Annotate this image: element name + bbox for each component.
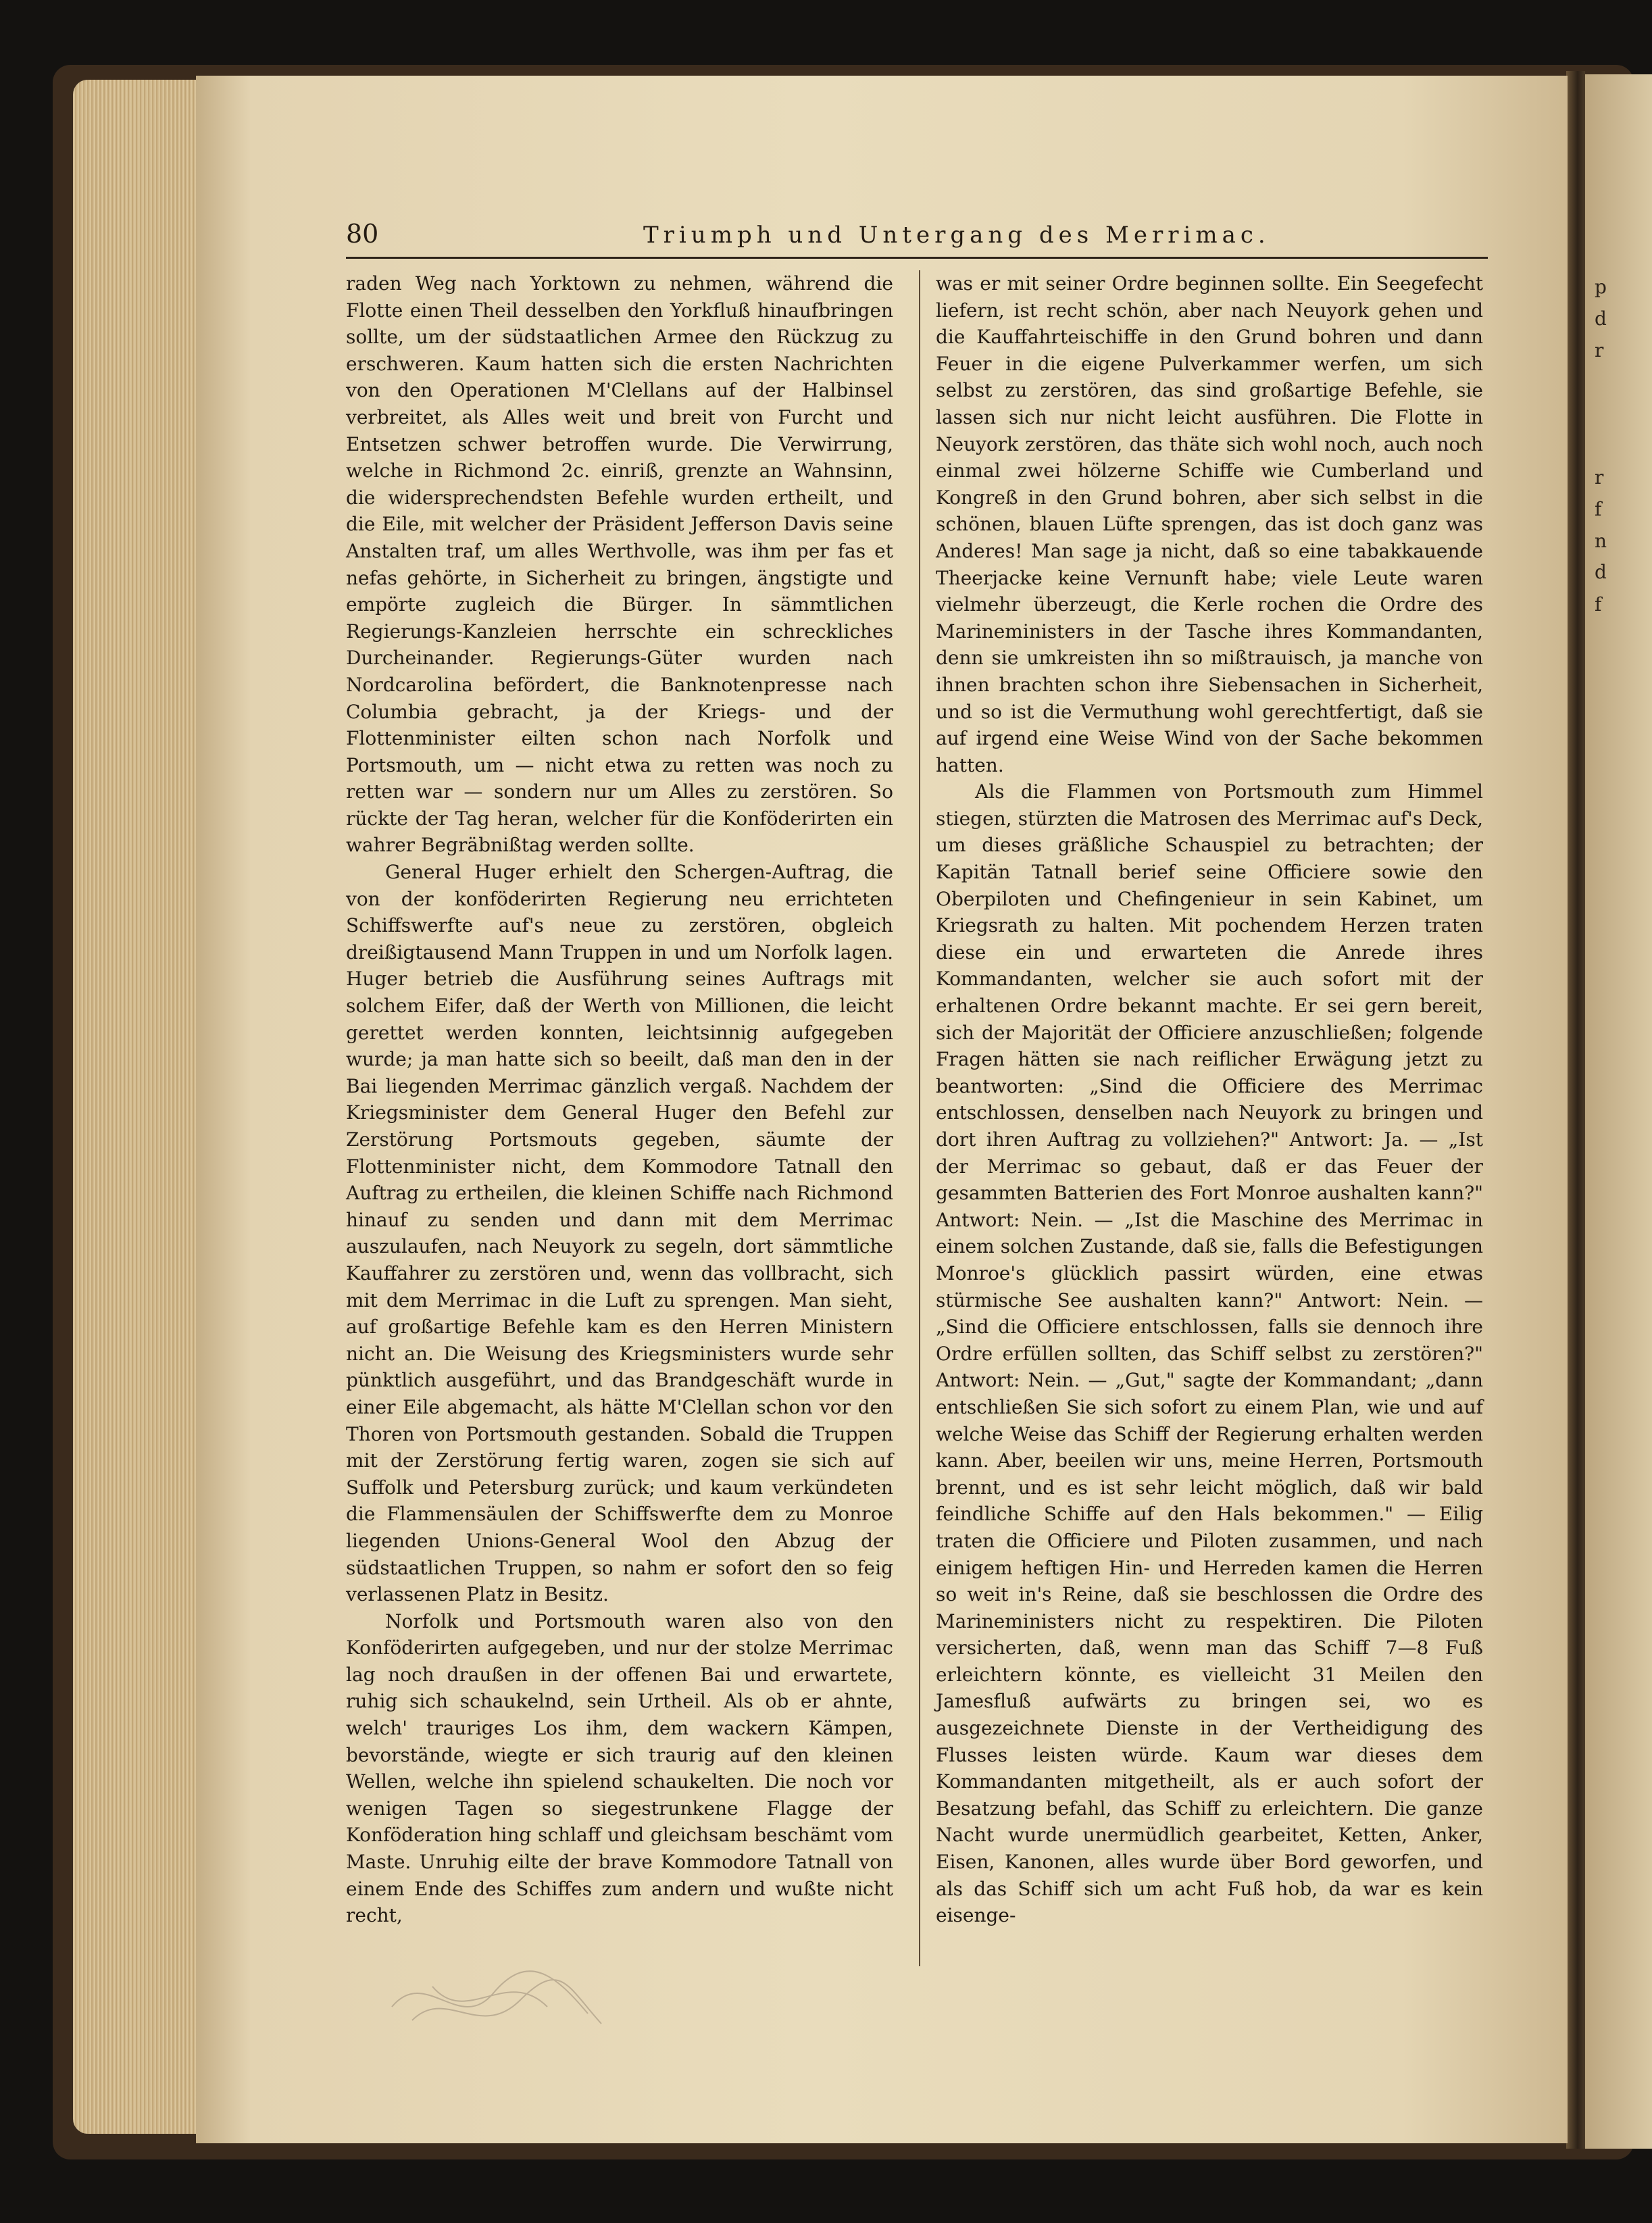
next-page-edge (1585, 74, 1652, 2149)
left-column (346, 270, 893, 1929)
right-column (936, 270, 1483, 1929)
next-page-fragment: f (1595, 498, 1602, 520)
next-page-fragment: p (1595, 276, 1607, 298)
page-header (346, 215, 1488, 259)
pencil-scribble (385, 1959, 608, 2041)
paragraph: Norfolk und Portsmouth waren also von den Konföderirten aufgegeben, und nur der stolze Merrimac lag noch draußen in der offenen Bai und erwartete, ruhig sich schaukelnd, sein Urtheil. Als ob er ahnte, welch' trauriges Los ihm, dem wackern Kämpen, bevorstände, wiegte er sich traurig auf den kleinen Wellen, welche ihn spielend schaukelten. Die noch vor wenigen Tagen so siegestrunkene Flagge der Konföderation hing schlaff und gleichsam beschämt vom Maste. Unruhig eilte der brave Kommodore Tatnall von einem Ende des Schiffes zum andern und wußte nicht recht, (346, 1609, 893, 1927)
page-number: 80 (346, 219, 379, 249)
paragraph: raden Weg nach Yorktown zu nehmen, während die Flotte einen Theil desselben den Yorkfluß hinaufbringen sollte, um der südstaatlichen Armee den Rückzug zu erschweren. Kaum hatten sich die ersten Nachrichten von den Operationen M'Clellans auf der Halbinsel verbreitet, als Alles weit und breit von Furcht und Entsetzen schwer betroffen wurde. Die Verwirrung, welche in Richmond 2c. einriß, grenzte an Wahnsinn, die widersprechendsten Befehle wurden ertheilt, und die Eile, mit welcher der Präsident Jefferson Davis seine Anstalten traf, um alles Werthvolle, was ihm per fas et nefas gehörte, in Sicherheit zu bringen, ängstigte und empörte zugleich die Bürger. In sämmtlichen Regierungs-Kanzleien herrschte ein schreckliches Durcheinander. Regierungs-Güter wurden nach Nordcarolina befördert, die Banknotenpresse nach Columbia gebracht, ja der Kriegs- und der Flottenminister eilten schon nach Norfolk und Portsmouth, um — nicht etwa zu retten was noch zu retten war — sondern nur um Alles zu zerstören. So rückte der Tag heran, welcher für die Konföderirten ein wahrer Begräbnißtag werden sollte. (346, 272, 893, 857)
next-page-fragment: r (1595, 466, 1604, 489)
paragraph: Als die Flammen von Portsmouth zum Himmel stiegen, stürzten die Matrosen des Merrimac auf's Deck, um dieses gräßliche Schauspiel zu betrachten; der Kapitän Tatnall berief seine Officiere sowie den Oberpiloten und Chefingenieur in sein Kabinet, um Kriegsrath zu halten. Mit pochendem Herzen traten diese ein und erwarteten die Anrede ihres Kommandanten, welcher sie auch sofort mit der erhaltenen Ordre bekannt machte. Er sei gern bereit, sich der Majorität der Officiere anzuschließen; folgende Fragen hätten sie nach reiflicher Erwägung jetzt zu beantworten: „Sind die Officiere des Merrimac entschlossen, denselben nach Neuyork zu bringen und dort ihren Auftrag zu vollziehen?" Antwort: Ja. — „Ist der Merrimac so gebaut, daß er das Feuer der gesammten Batterien des Fort Monroe aushalten kann?" Antwort: Nein. — „Ist die Maschine des Merrimac in einem solchen Zustande, daß sie, falls die Befestigungen Monroe's glücklich passirt würden, eine etwas stürmische See aushalten kann?" Antwort: Nein. — „Sind die Officiere entschlossen, falls sie dennoch ihre Ordre erfüllen sollten, das Schiff selbst zu zerstören?" Antwort: Nein. — „Gut," sagte der Kommandant; „dann entschließen Sie sich sofort zu einem Plan, wie und auf welche Weise das Schiff der Regierung erhalten werden kann. Aber, beeilen wir uns, meine Herren, Portsmouth brennt, und es ist sehr leicht möglich, daß wir bald feindliche Schiffe auf den Hals bekommen." — Eilig traten die Officiere und Piloten zusammen, und nach einigem heftigen Hin- und Herreden kamen die Herren so weit in's Reine, daß sie beschlossen die Ordre des Marineministers nicht zu respektiren. Die Piloten versicherten, daß, wenn man das Schiff 7—8 Fuß erleichtern könnte, es vielleicht 31 Meilen den Jamesfluß aufwärts zu bringen sei, wo es ausgezeichnete Dienste in der Vertheidigung des Flusses leisten würde. Kaum war dieses dem Kommandanten mitgetheilt, als er auch sofort der Besatzung befahl, das Schiff zu erleichtern. Die ganze Nacht wurde unermüdlich gearbeitet, Ketten, Anker, Eisen, Kanonen, alles wurde über Bord geworfen, und als das Schiff sich um acht Fuß hob, da war es kein eisenge- (936, 780, 1483, 1927)
running-title: Triumph und Untergang des Merrimac. (643, 222, 1270, 249)
next-page-fragment: f (1595, 593, 1602, 616)
page-edges (73, 80, 208, 2134)
paragraph: was er mit seiner Ordre beginnen sollte. Ein Seegefecht liefern, ist recht schön, aber nach Neuyork gehen und die Kauffahrteischiffe in den Grund bohren und dann Feuer in die eigene Pulverkammer werfen, um sich selbst zu zerstören, das sind großartige Befehle, sie lassen sich nur nicht leicht ausführen. Die Flotte in Neuyork zerstören, das thäte sich wohl noch, auch noch einmal zwei hölzerne Schiffe wie Cumberland und Kongreß in den Grund bohren, aber sich selbst in die schönen, blauen Lüfte sprengen, das ist doch ganz was Anderes! Man sage ja nicht, daß so eine tabakkauende Theerjacke keine Vernunft habe; viele Leute waren vielmehr überzeugt, die Kerle rochen die Ordre des Marineministers in der Tasche ihres Kommandanten, denn sie umkreisten ihn so mißtrauisch, ja manche von ihnen brachten schon ihre Siebensachen in Sicherheit, und so ist die Vermuthung wohl gerechtfertigt, daß sie auf irgend eine Weise Wind von der Sache bekommen hatten. (936, 272, 1483, 776)
column-divider (919, 270, 920, 1966)
next-page-fragment: n (1595, 530, 1607, 552)
book-gutter (1566, 71, 1585, 2149)
paragraph: General Huger erhielt den Schergen-Auftrag, die von der konföderirten Regierung neu errichteten Schiffswerfte auf's neue zu zerstören, obgleich dreißigtausend Mann Truppen in und um Norfolk lagen. Huger betrieb die Ausführung seines Auftrags mit solchem Eifer, daß der Werth von Millionen, die leicht gerettet werden konnten, leichtsinnig aufgegeben wurde; ja man hatte sich so beeilt, daß man den in der Bai liegenden Merrimac gänzlich vergaß. Nachdem der Kriegsminister dem General Huger den Befehl zur Zerstörung Portsmouts gegeben, säumte der Flottenminister nicht, dem Kommodore Tatnall den Auftrag zu ertheilen, die kleinen Schiffe nach Richmond hinauf zu senden und dann mit dem Merrimac auszulaufen, nach Neuyork zu segeln, dort sämmtliche Kauffahrer zu zerstören und, wenn das vollbracht, sich mit dem Merrimac in die Luft zu sprengen. Man sieht, auf großartige Befehle kam es den Herren Ministern nicht an. Die Weisung des Kriegsministers wurde sehr pünktlich ausgeführt, und das Brandgeschäft wurde in einer Eile abgemacht, als hätte M'Clellan schon vor den Thoren von Portsmouth gestanden. Sobald die Truppen mit der Zerstörung fertig waren, zogen sie sich auf Suffolk und Petersburg zurück; und kaum verkündeten die Flammensäulen der Schiffswerfte dem zu Monroe liegenden Unions-General Wool den Abzug der südstaatlichen Truppen, so nahm er sofort den so feig verlassenen Platz in Besitz. (346, 861, 893, 1606)
next-page-fragment: r (1595, 339, 1604, 361)
next-page-fragment: d (1595, 561, 1607, 583)
next-page-fragment: d (1595, 307, 1607, 330)
